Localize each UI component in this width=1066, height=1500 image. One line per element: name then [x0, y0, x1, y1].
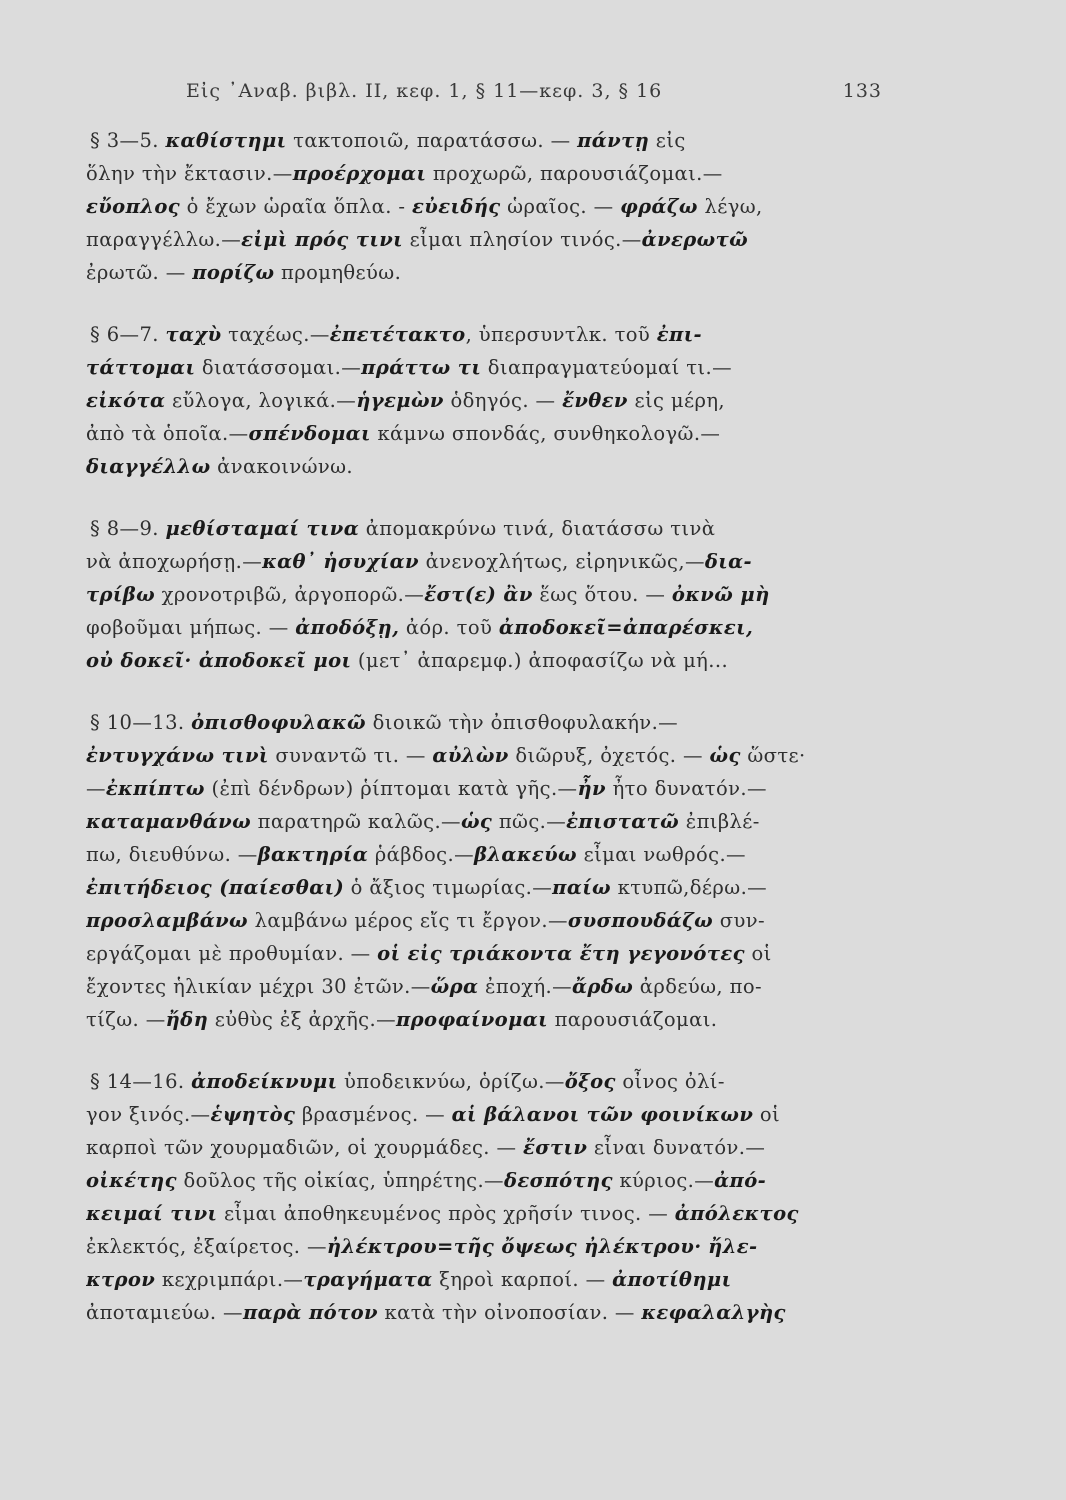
gloss-text: ἀποταμιεύω. —: [86, 1301, 243, 1324]
headword: δια-: [704, 550, 753, 573]
gloss-text: ἐρωτῶ. —: [86, 261, 193, 284]
text-line: [86, 1230, 886, 1263]
headword: ἤδη: [165, 1008, 209, 1031]
text-line: [86, 318, 886, 351]
gloss-text: εἶμαι νωθρός.—: [577, 843, 746, 866]
page-number: 133: [842, 80, 882, 102]
text-line: [86, 124, 886, 157]
headword: παίω: [552, 876, 612, 899]
headword: κεφαλαλγὴς: [641, 1301, 786, 1324]
gloss-text: παραγγέλλω.—: [86, 228, 242, 251]
gloss-text: ὡραῖος. —: [500, 195, 621, 218]
text-line: [86, 1131, 886, 1164]
gloss-text: ἦτο δυνατόν.—: [605, 777, 767, 800]
gloss-text: παρουσιάζομαι.: [547, 1008, 718, 1031]
text-line: [86, 1263, 886, 1296]
headword: εὔοπλος: [86, 195, 181, 218]
headword: ὄξος: [564, 1070, 616, 1093]
headword: εἰκότα: [86, 389, 166, 412]
headword: ἡγεμὼν: [356, 389, 444, 412]
headword: συσπουδάζω: [567, 909, 714, 932]
gloss-text: λέγω,: [697, 195, 763, 218]
gloss-text: λαμβάνω μέρος εἴς τι ἔργον.—: [248, 909, 568, 932]
text-line: [86, 223, 886, 256]
headword: ἔστ(ε) ἂν: [424, 583, 533, 606]
gloss-text: —: [86, 777, 106, 800]
headword: ἀποδείκνυμι: [191, 1070, 338, 1093]
section-paragraph: [86, 318, 886, 483]
text-line: [86, 805, 886, 838]
gloss-text: εργάζομαι μὲ προθυμίαν. —: [86, 942, 378, 965]
gloss-text: § 14—16.: [90, 1070, 192, 1093]
headword: καθίστημι: [165, 129, 287, 152]
headword: ἐπι-: [656, 323, 703, 346]
headword: ἐπιστατῶ: [566, 810, 680, 833]
gloss-text: § 10—13.: [90, 711, 192, 734]
gloss-text: , ὑπερσυντλκ. τοῦ: [465, 323, 657, 346]
headword: ταχὺ: [165, 323, 222, 346]
text-line: [86, 970, 886, 1003]
text-line: [86, 1003, 886, 1036]
section-paragraph: [86, 1065, 886, 1329]
gloss-text: τίζω. —: [86, 1008, 166, 1031]
gloss-text: οἱ: [744, 942, 772, 965]
gloss-text: ὁδηγός. —: [443, 389, 563, 412]
headword: ἀπόλεκτος: [674, 1202, 799, 1225]
gloss-text: εἶμαι ἀποθηκευμένος πρὸς χρῆσίν τινος. —: [217, 1202, 675, 1225]
gloss-text: πῶς.—: [492, 810, 567, 833]
headword: τάττομαι: [86, 356, 196, 379]
headword: προέρχομαι: [292, 162, 427, 185]
glossary-body: [86, 124, 886, 1358]
gloss-text: ἀρδεύω, πο-: [633, 975, 762, 998]
headword: ὀκνῶ μὴ: [671, 583, 770, 606]
headword: πορίζω: [192, 261, 275, 284]
text-line: [86, 772, 886, 805]
gloss-text: ἐποχή.—: [478, 975, 573, 998]
headword: ἐπιτήδειος (παίεσθαι): [86, 876, 345, 899]
headword: ἀποτίθημι: [612, 1268, 732, 1291]
gloss-text: φοβοῦμαι μήπως. —: [86, 616, 296, 639]
headword: ἀπό-: [714, 1169, 767, 1192]
gloss-text: ὅλην τὴν ἔκτασιν.—: [86, 162, 293, 185]
gloss-text: κεχριμπάρι.—: [155, 1268, 304, 1291]
headword: ἠλέκτρου=τῆς ὄψεως ἠλέκτρου·: [326, 1235, 702, 1258]
text-line: [86, 256, 886, 289]
gloss-text: εἶμαι πλησίον τινός.—: [402, 228, 642, 251]
headword: ἦν: [577, 777, 606, 800]
gloss-text: συν-: [713, 909, 765, 932]
text-line: [86, 706, 886, 739]
gloss-text: ἀπομακρύνω τινά, διατάσσω τινὰ: [359, 517, 716, 540]
text-line: [86, 450, 886, 483]
gloss-text: διαπραγματεύομαί τι.—: [481, 356, 732, 379]
text-line: [86, 384, 886, 417]
gloss-text: βρασμένος. —: [295, 1103, 452, 1126]
gloss-text: παρατηρῶ καλῶς.—: [251, 810, 461, 833]
headword: διαγγέλλω: [86, 455, 211, 478]
gloss-text: ταχέως.—: [221, 323, 330, 346]
headword: ὀπισθοφυλακῶ: [191, 711, 367, 734]
text-line: [86, 1197, 886, 1230]
headword: καθ᾿ ἡσυχίαν: [262, 550, 419, 573]
headword: τρίβω: [86, 583, 156, 606]
gloss-text: εὐθὺς ἐξ ἀρχῆς.—: [208, 1008, 396, 1031]
gloss-text: εἶναι δυνατόν.—: [587, 1136, 766, 1159]
headword: φράζω: [620, 195, 698, 218]
gloss-text: συναντῶ τι. —: [268, 744, 433, 767]
headword: οἱ εἰς τριάκοντα ἔτη γεγονότες: [377, 942, 745, 965]
section-paragraph: [86, 706, 886, 1036]
headword: βλακεύω: [474, 843, 577, 866]
headword: ἔνθεν: [562, 389, 628, 412]
text-line: [86, 1164, 886, 1197]
headword: ἀποδοκεῖ=ἀπαρέσκει,: [498, 616, 754, 639]
gloss-text: § 6—7.: [90, 323, 166, 346]
gloss-text: κτυπῶ,δέρω.—: [611, 876, 768, 899]
gloss-text: ὥστε·: [740, 744, 806, 767]
gloss-text: οἶνος ὀλί-: [615, 1070, 725, 1093]
gloss-text: εἰς: [649, 129, 686, 152]
gloss-text: ὁ ἔχων ὡραῖα ὅπλα. -: [180, 195, 413, 218]
gloss-text: τακτοποιῶ, παρατάσσω. —: [286, 129, 578, 152]
headword: εἰμὶ πρός τινι: [241, 228, 403, 251]
gloss-text: διοικῶ τὴν ὀπισθοφυλακήν.—: [366, 711, 679, 734]
gloss-text: ὑποδεικνύω, ὁρίζω.—: [337, 1070, 565, 1093]
headword: οὐ δοκεῖ· ἀποδοκεῖ μοι: [86, 649, 352, 672]
text-line: [86, 190, 886, 223]
gloss-text: καρποὶ τῶν χουρμαδιῶν, οἱ χουρμάδες. —: [86, 1136, 523, 1159]
text-line: [86, 739, 886, 772]
text-line: [86, 611, 886, 644]
gloss-text: ἕως ὅτου. —: [532, 583, 672, 606]
gloss-text: οἱ: [753, 1103, 781, 1126]
gloss-text: (μετ᾿ ἀπαρεμφ.) ἀποφασίζω νὰ μή...: [351, 649, 729, 672]
headword: βακτηρία: [257, 843, 369, 866]
headword: σπένδομαι: [248, 422, 371, 445]
headword: οἰκέτης: [86, 1169, 177, 1192]
gloss-text: νὰ ἀποχωρήσῃ.—: [86, 550, 263, 573]
headword: ἄρδω: [572, 975, 634, 998]
text-line: [86, 417, 886, 450]
headword: αἱ βάλανοι τῶν φοινίκων: [451, 1103, 754, 1126]
headword: παρὰ πότον: [242, 1301, 378, 1324]
headword: ἔστιν: [522, 1136, 588, 1159]
gloss-text: ἀόρ. τοῦ: [399, 616, 499, 639]
gloss-text: προμηθεύω.: [274, 261, 402, 284]
headword: ἐκπίπτω: [105, 777, 205, 800]
gloss-text: κύριος.—: [612, 1169, 715, 1192]
gloss-text: § 3—5.: [90, 129, 166, 152]
text-line: [86, 644, 886, 677]
gloss-text: εὔλογα, λογικά.—: [165, 389, 357, 412]
gloss-text: διατάσσομαι.—: [195, 356, 362, 379]
gloss-text: § 8—9.: [90, 517, 166, 540]
gloss-text: ὁ ἄξιος τιμωρίας.—: [344, 876, 553, 899]
gloss-text: εἰς μέρη,: [627, 389, 726, 412]
gloss-text: χρονοτριβῶ, ἀργοπορῶ.—: [155, 583, 425, 606]
headword: ὡς: [460, 810, 493, 833]
gloss-text: ῥάβδος.—: [368, 843, 474, 866]
text-line: [86, 351, 886, 384]
headword: προσλαμβάνω: [86, 909, 249, 932]
section-paragraph: [86, 124, 886, 289]
text-line: [86, 578, 886, 611]
text-line: [86, 1098, 886, 1131]
headword: αὐλὼν: [432, 744, 509, 767]
gloss-text: προχωρῶ, παρουσιάζομαι.—: [426, 162, 723, 185]
gloss-text: ἀνενοχλήτως, εἰρηνικῶς,—: [418, 550, 705, 573]
gloss-text: γον ξινός.—: [86, 1103, 211, 1126]
gloss-text: πω, διευθύνω. —: [86, 843, 258, 866]
headword: ἀποδόξῃ,: [295, 616, 400, 639]
headword: πάντῃ: [577, 129, 650, 152]
gloss-text: κάμνω σπονδάς, συνθηκολογῶ.—: [370, 422, 721, 445]
headword: καταμανθάνω: [86, 810, 252, 833]
gloss-text: κατὰ τὴν οἰνοποσίαν. —: [377, 1301, 642, 1324]
headword: ἤλε-: [708, 1235, 758, 1258]
gloss-text: ἔχοντες ἡλικίαν μέχρι 30 ἐτῶν.—: [86, 975, 431, 998]
text-line: [86, 838, 886, 871]
gloss-text: δοῦλος τῆς οἰκίας, ὑπηρέτης.—: [176, 1169, 504, 1192]
headword: μεθίσταμαί τινα: [165, 517, 360, 540]
headword: ἐπετέτακτο: [329, 323, 466, 346]
section-paragraph: [86, 512, 886, 677]
headword: ἑψητὸς: [210, 1103, 296, 1126]
gloss-text: ἀνακοινώνω.: [210, 455, 354, 478]
headword: δεσπότης: [503, 1169, 613, 1192]
gloss-text: ἐπιβλέ-: [679, 810, 760, 833]
text-line: [86, 1065, 886, 1098]
running-header: [88, 80, 882, 116]
text-line: [86, 904, 886, 937]
text-line: [86, 871, 886, 904]
gloss-text: (ἐπὶ δένδρων) ῥίπτομαι κατὰ γῆς.—: [204, 777, 578, 800]
headword: εὐειδής: [412, 195, 501, 218]
headword: ἀνερωτῶ: [641, 228, 749, 251]
gloss-text: διῶρυξ, ὀχετός. —: [508, 744, 710, 767]
headword: ὡς: [709, 744, 741, 767]
running-title: Εἰς ᾿Αναβ. βιβλ. ΙΙ, κεφ. 1, § 11—κεφ. 3, § 16: [186, 80, 663, 102]
text-line: [86, 512, 886, 545]
text-line: [86, 1296, 886, 1329]
headword: ἐντυγχάνω τινὶ: [86, 744, 269, 767]
text-line: [86, 937, 886, 970]
gloss-text: ἐκλεκτός, ἐξαίρετος. —: [86, 1235, 327, 1258]
headword: κειμαί τινι: [86, 1202, 218, 1225]
gloss-text: ἀπὸ τὰ ὁποῖα.—: [86, 422, 249, 445]
headword: ὥρα: [430, 975, 479, 998]
headword: πράττω τι: [361, 356, 482, 379]
gloss-text: ξηροὶ καρποί. —: [432, 1268, 613, 1291]
headword: κτρον: [86, 1268, 156, 1291]
text-line: [86, 545, 886, 578]
headword: τραγήματα: [303, 1268, 433, 1291]
text-line: [86, 157, 886, 190]
headword: προφαίνομαι: [396, 1008, 548, 1031]
